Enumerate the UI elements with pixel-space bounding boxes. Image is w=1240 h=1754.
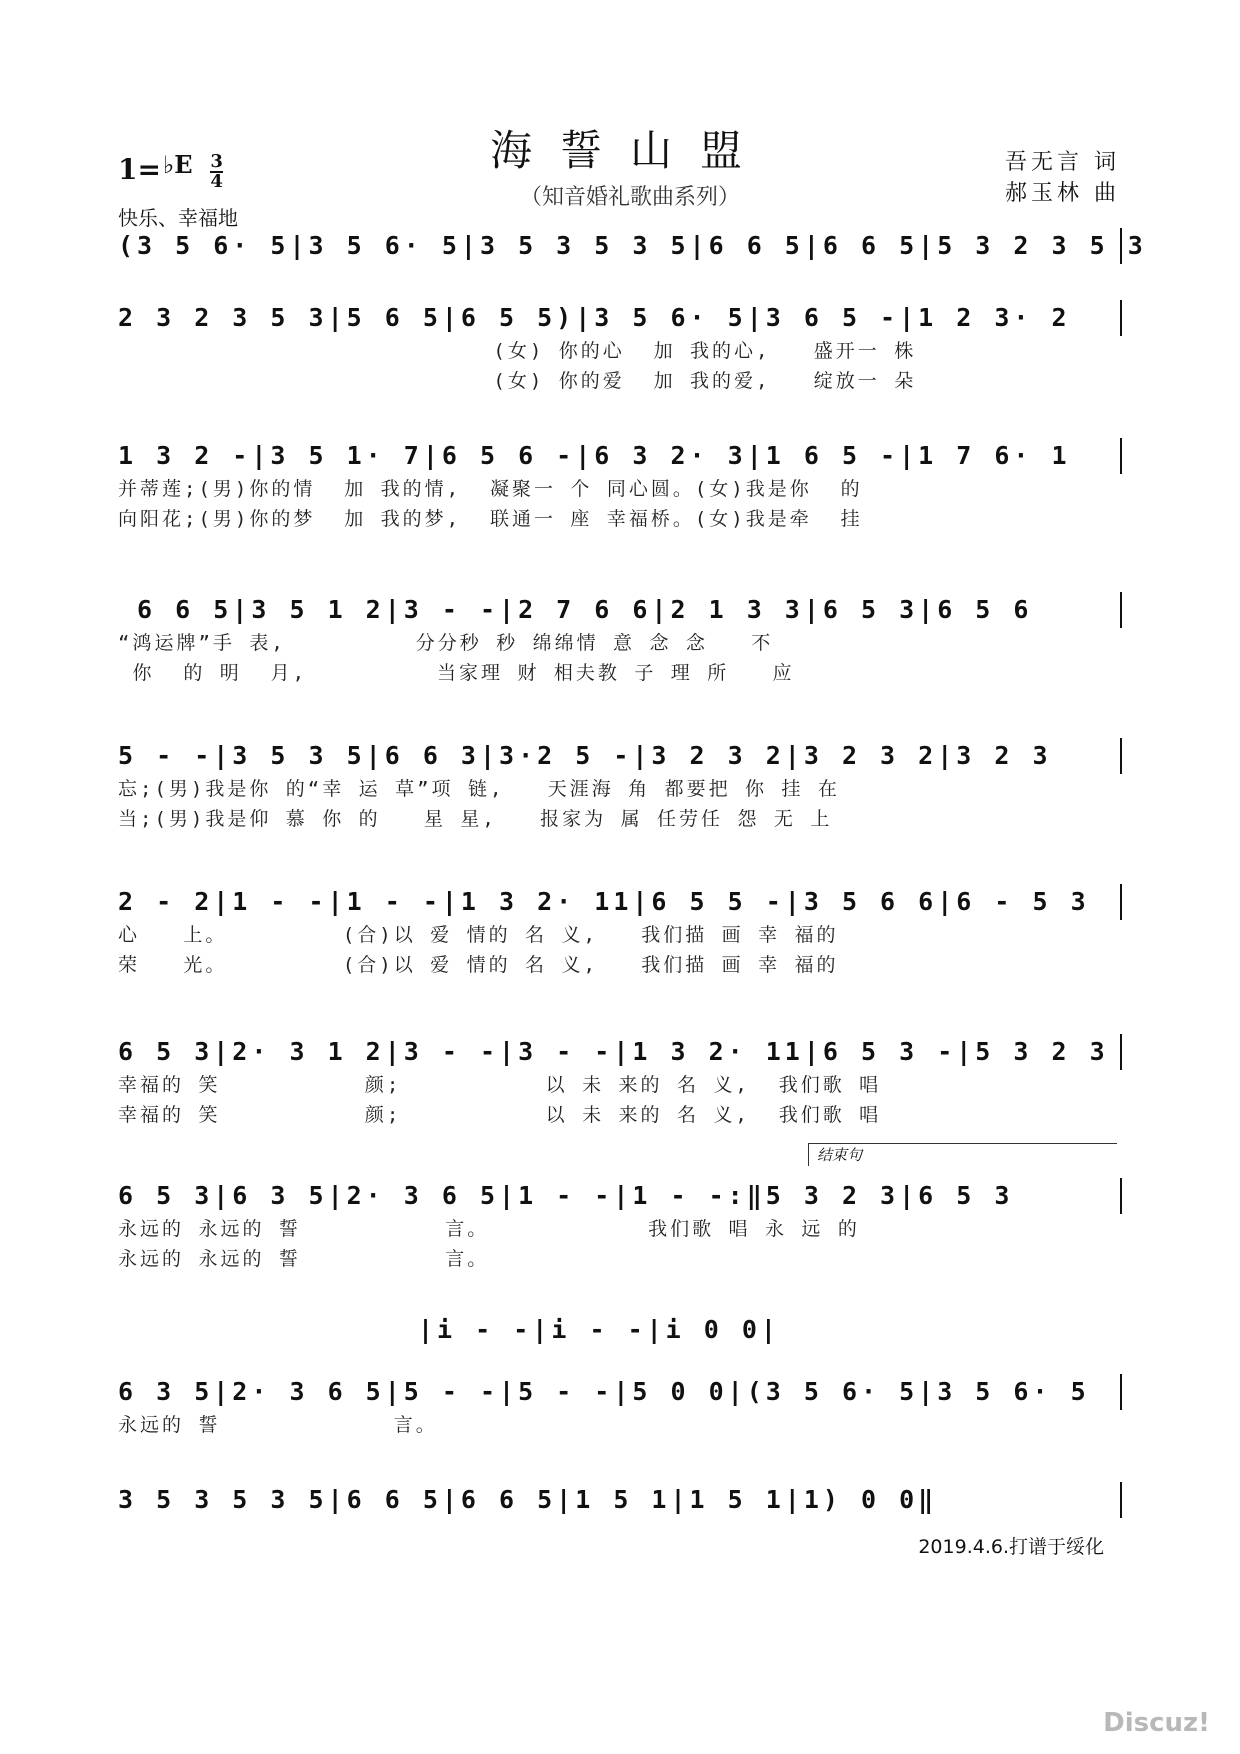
notes-line-6: 2 - 2|1 - -|1 - -|1 3 2· 11|6 5 5 -|3 5 6 6|6 - 5 3: [118, 884, 1122, 920]
key-note: ♭E: [162, 150, 193, 179]
lyric-verse-1: 幸福的 笑 颜; 以 未 来的 名 义, 我们歌 唱: [118, 1074, 882, 1096]
score-system-10: [118, 1482, 1122, 1518]
lyric-verse-1: “鸿运牌”手 表, 分分秒 秒 绵绵情 意 念 念 不: [118, 632, 774, 654]
notes-line-8: 6 5 3|6 3 5|2· 3 6 5|1 - -|1 - -:‖5 3 2 3|6 5 3: [118, 1178, 1122, 1214]
notes-line-9: 6 3 5|2· 3 6 5|5 - -|5 - -|5 0 0|(3 5 6· 5|3 5 6· 5: [118, 1374, 1122, 1410]
lyric-verse-1: 心 上。 (合)以 爱 情的 名 义, 我们描 画 幸 福的: [118, 924, 839, 946]
lyric-verse-2: 永远的 永远的 誓 言。: [118, 1248, 490, 1270]
time-top: 3: [210, 150, 223, 172]
lyric-verse-1: 并蒂莲;(男)你的情 加 我的情, 凝聚一 个 同心圆。(女)我是你 的: [118, 478, 863, 500]
key-prefix: 1=: [118, 153, 161, 186]
tempo-marking: 快乐、幸福地: [118, 206, 238, 230]
score-system-5: [118, 738, 1122, 834]
score-system-3: [118, 438, 1122, 534]
lyric-verse-1: 忘;(男)我是你 的“幸 运 草”项 链, 天涯海 角 都要把 你 挂 在: [118, 778, 840, 800]
footer-date: 2019.4.6.打谱于绥化: [918, 1536, 1104, 1558]
lyric-verse-2: 幸福的 笑 颜; 以 未 来的 名 义, 我们歌 唱: [118, 1104, 882, 1126]
lyric-verse-2: 荣 光。 (合)以 爱 情的 名 义, 我们描 画 幸 福的: [118, 954, 839, 976]
song-title: 海誓山盟: [489, 126, 770, 175]
lyricist-credit: 吾无言 词: [1005, 150, 1120, 175]
lyric-verse-1: 永远的 永远的 誓 言。 我们歌 唱 永 远 的: [118, 1218, 860, 1240]
notes-line-2: 2 3 2 3 5 3|5 6 5|6 5 5)|3 5 6· 5|3 6 5 -|1 2 3· 2: [118, 300, 1122, 336]
score-system-6: [118, 884, 1122, 980]
composer-credit: 郝玉林 曲: [1005, 181, 1120, 206]
lyric-verse-2: (女) 你的爱 加 我的爱, 绽放一 朵: [118, 370, 917, 392]
song-subtitle: （知音婚礼歌曲系列）: [519, 185, 740, 210]
notes-line-1: (3 5 6· 5|3 5 6· 5|3 5 3 5 3 5|6 6 5|6 6 5|5 3 2 3 5 3: [118, 228, 1122, 264]
notes-line-3: 1 3 2 -|3 5 1· 7|6 5 6 -|6 3 2· 3|1 6 5 -|1 7 6· 1: [118, 438, 1122, 474]
lyric-verse-2: 你 的 明 月, 当家理 财 相夫教 子 理 所 应: [118, 662, 795, 684]
time-signature: [210, 150, 223, 192]
score-system-8: [118, 1178, 1122, 1274]
notes-line-5: 5 - -|3 5 3 5|6 6 3|3·2 5 -|3 2 3 2|3 2 3 2|3 2 3: [118, 738, 1122, 774]
score-system-2: [118, 300, 1122, 396]
lyric-verse-1: 永远的 誓 言。: [118, 1414, 438, 1436]
key-signature: [118, 150, 223, 191]
notes-line-4: 6 6 5|3 5 1 2|3 - -|2 7 6 6|2 1 3 3|6 5 3|6 5 6: [118, 592, 1122, 628]
notes-line-7: 6 5 3|2· 3 1 2|3 - -|3 - -|1 3 2· 11|6 5 3 -|5 3 2 3: [118, 1034, 1122, 1070]
score-system-7: [118, 1034, 1122, 1130]
score-system-1: [118, 228, 1147, 264]
lyric-verse-2: 向阳花;(男)你的梦 加 我的梦, 联通一 座 幸福桥。(女)我是牵 挂: [118, 508, 863, 530]
notes-line-10: 3 5 3 5 3 5|6 6 5|6 6 5|1 5 1|1 5 1|1) 0 0‖: [118, 1482, 1122, 1518]
time-bottom: 4: [210, 170, 223, 192]
upper-voice-line: |i - -|i - -|i 0 0|: [418, 1315, 780, 1344]
lyric-verse-1: (女) 你的心 加 我的心, 盛开一 株: [118, 340, 917, 362]
score-system-4: [118, 592, 1122, 688]
score-system-9: [118, 1374, 1122, 1440]
watermark-logo: Discuz!: [1103, 1708, 1210, 1738]
lyric-verse-2: 当;(男)我是仰 慕 你 的 星 星, 报家为 属 任劳任 怨 无 上: [118, 808, 833, 830]
coda-label: 结束句: [808, 1143, 1117, 1166]
